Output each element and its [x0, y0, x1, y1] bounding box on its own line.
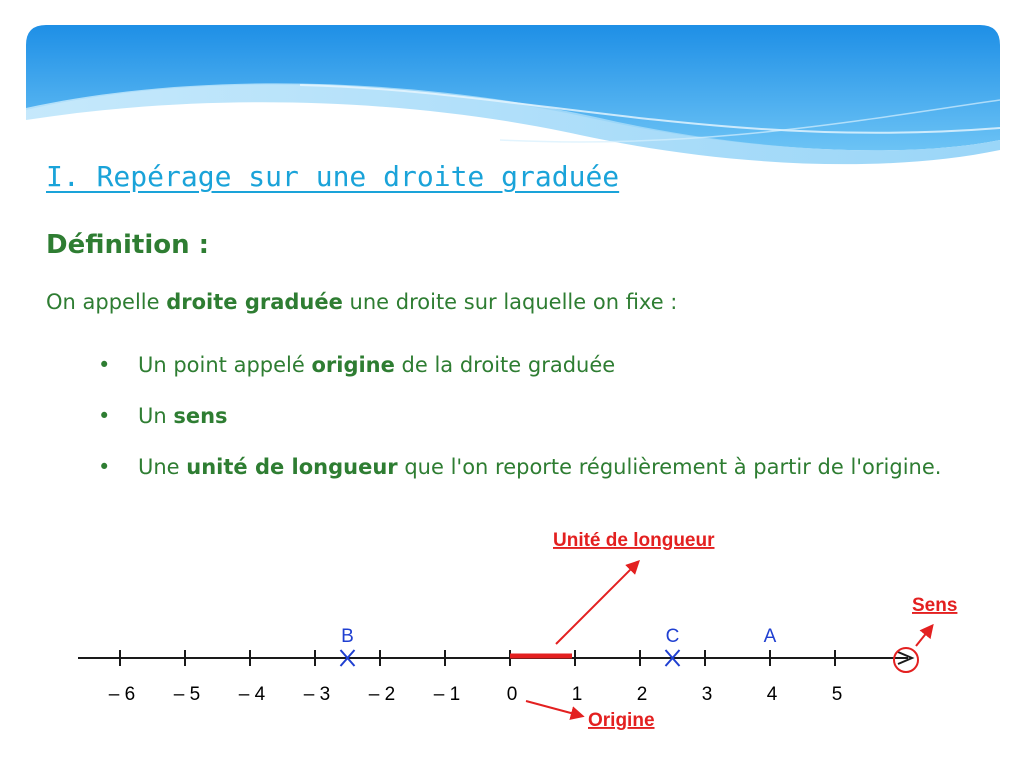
list-item-term: unité de longueur	[186, 455, 398, 479]
list-item	[98, 391, 978, 442]
point-c-label: C	[665, 626, 680, 647]
tick-label: 1	[571, 684, 583, 705]
tick-label: 5	[831, 684, 843, 705]
tick-label: – 5	[173, 684, 201, 705]
list-item-term: sens	[173, 404, 228, 428]
page-title: I. Repérage sur une droite graduée	[46, 160, 620, 193]
list-item	[98, 340, 978, 391]
number-line-diagram	[0, 520, 1024, 760]
point-a-label: A	[763, 626, 777, 647]
tick-label: – 4	[238, 684, 266, 705]
definition-list	[98, 340, 978, 493]
intro-text-end: une droite sur laquelle on fixe :	[342, 290, 678, 314]
tick-label: 3	[701, 684, 713, 705]
tick-label: – 2	[368, 684, 396, 705]
list-item-text-end: que l'on reporte régulièrement à partir de l'origine.	[397, 455, 942, 479]
list-item	[98, 442, 978, 493]
bullet-icon: •	[98, 353, 111, 377]
tick-label: – 6	[108, 684, 136, 705]
tick-label: 2	[636, 684, 648, 705]
list-item-text-start: Une	[138, 455, 187, 479]
list-item-term: origine	[311, 353, 395, 377]
tick-label: – 1	[433, 684, 461, 705]
unit-annotation-label: Unité de longueur	[553, 530, 715, 551]
origin-annotation-label: Origine	[588, 710, 655, 731]
tick-label: – 3	[303, 684, 331, 705]
number-line-points	[341, 626, 777, 666]
definition-heading: Définition :	[46, 230, 210, 260]
intro-term: droite graduée	[166, 290, 343, 314]
list-item-text-start: Un point appelé	[138, 353, 312, 377]
intro-text-start: On appelle	[46, 290, 167, 314]
point-b-label: B	[341, 626, 354, 647]
bullet-icon: •	[98, 404, 111, 428]
direction-annotation-arrow	[916, 626, 932, 646]
unit-annotation-arrow	[556, 562, 638, 644]
bullet-icon: •	[98, 455, 111, 479]
direction-annotation-label: Sens	[912, 595, 958, 616]
list-item-text-end: de la droite graduée	[394, 353, 616, 377]
list-item-text-start: Un	[138, 404, 174, 428]
tick-label: 4	[766, 684, 778, 705]
tick-label: 0	[506, 684, 518, 705]
intro-text	[46, 290, 677, 314]
